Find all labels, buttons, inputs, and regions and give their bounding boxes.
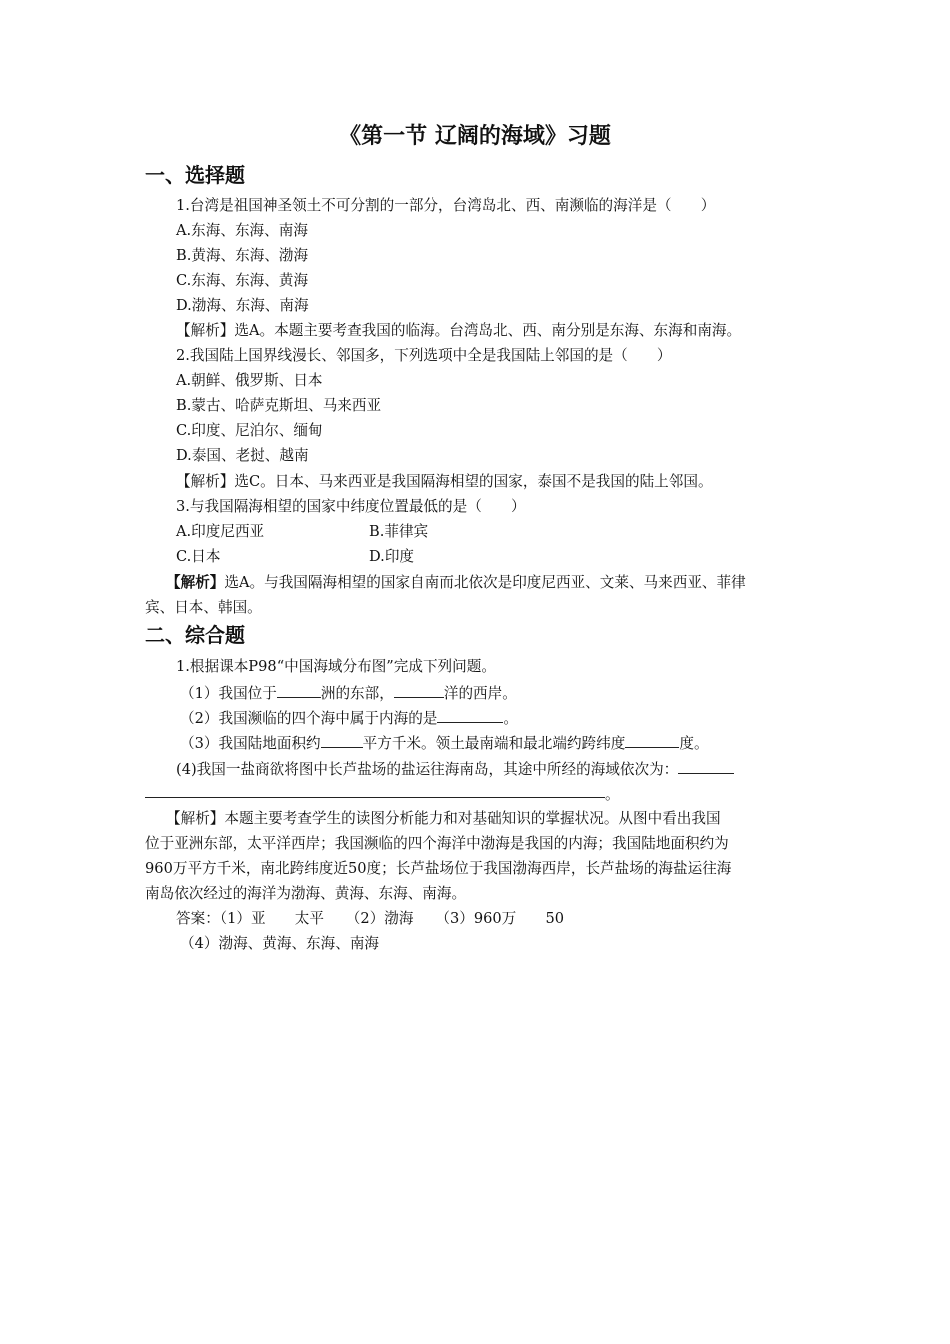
section-heading-comprehensive: 二、综合题 [145,623,245,647]
q3-analysis-text-1: 选A。与我国隔海相望的国家自南而北依次是印度尼西亚、文莱、马来西亚、菲律 [224,574,746,591]
q3-options-row1 [176,519,596,544]
q1-option-d: D.渤海、东海、南海 [176,297,309,314]
q2-option-b: B.蒙古、哈萨克斯坦、马来西亚 [176,397,382,414]
p1-analysis-line-2: 位于亚洲东部，太平洋西岸；我国濒临的四个海洋中渤海是我国的内海；我国陆地面积约为 [145,835,729,852]
answer-blank [437,704,503,723]
q3-analysis-text-2: 宾、日本、韩国。 [145,599,262,616]
analysis-tag: 【解析】 [166,810,225,827]
q1-option-a: A.东海、东海、南海 [176,222,308,239]
q2-analysis-text: 选C。日本、马来西亚是我国隔海相望的国家，泰国不是我国的陆上邻国。 [234,473,713,490]
q3-option-d: D.印度 [369,548,415,565]
p1-analysis-line-4: 南岛依次经过的海洋为渤海、黄海、东海、南海。 [145,885,467,902]
p1-analysis-line-3: 960万平方千米，南北跨纬度近50度；长芦盐场位于我国渤海西岸，长芦盐场的海盐运往海 [145,860,732,877]
p1-sub3: （3）我国陆地面积约 平方千米。领土最南端和最北端约跨纬度 度。 [180,729,709,756]
q3-stem: 3.与我国隔海相望的国家中纬度位置最低的是（ ） [176,498,526,515]
answer-blank [321,729,363,748]
q2-option-d: D.泰国、老挝、越南 [176,447,309,464]
q1-stem: 1.台湾是祖国神圣领土不可分割的一部分，台湾岛北、西、南濒临的海洋是（ ） [176,197,716,214]
page-title: 《第一节 辽阔的海域》习题 [339,124,611,149]
q3-options-row2 [176,544,596,569]
q1-option-c: C.东海、东海、黄海 [176,272,309,289]
p1-sub2: （2）我国濒临的四个海中属于内海的是 。 [180,704,518,731]
q2-analysis [176,469,713,494]
p1-answer-line-2: （4）渤海、黄海、东海、南海 [180,935,380,952]
p1-analysis: 【解析】本题主要考查学生的读图分析能力和对基础知识的掌握状况。从图中看出我国 [166,810,721,827]
section-heading-choice: 一、选择题 [145,163,245,187]
analysis-tag: 【解析】 [176,322,235,339]
analysis-tag: 【解析】 [166,574,225,591]
q2-stem: 2.我国陆上国界线漫长、邻国多，下列选项中全是我国陆上邻国的是（ ） [176,347,672,364]
q3-option-c: C.日本 [176,548,221,565]
answer-blank [394,679,444,698]
q3-option-a: A.印度尼西亚 [176,523,265,540]
q3-option-b: B.菲律宾 [369,523,429,540]
q1-analysis [176,318,741,343]
p1-sub1: （1）我国位于 洲的东部， 洋的西岸。 [180,679,517,706]
answer-blank-line [145,797,605,798]
p1-sub4-end: 。 [605,786,620,803]
q2-option-c: C.印度、尼泊尔、缅甸 [176,422,323,439]
q1-option-b: B.黄海、东海、渤海 [176,247,309,264]
q2-option-a: A.朝鲜、俄罗斯、日本 [176,372,323,389]
analysis-tag: 【解析】 [176,473,235,490]
p1-sub4: (4)我国一盐商欲将图中长芦盐场的盐运往海南岛，其途中所经的海域依次为： [176,755,734,782]
p1-answer-line-1: 答案：（1）亚 太平 （2）渤海 （3）960万 50 [176,910,565,927]
q1-analysis-text: 选A。本题主要考查我国的临海。台湾岛北、西、南分别是东海、东海和南海。 [234,322,742,339]
p1-stem: 1.根据课本P98“中国海域分布图”完成下列问题。 [176,658,496,675]
answer-blank [625,729,679,748]
answer-blank [678,755,734,774]
answer-blank [277,679,321,698]
q3-analysis [166,570,746,595]
